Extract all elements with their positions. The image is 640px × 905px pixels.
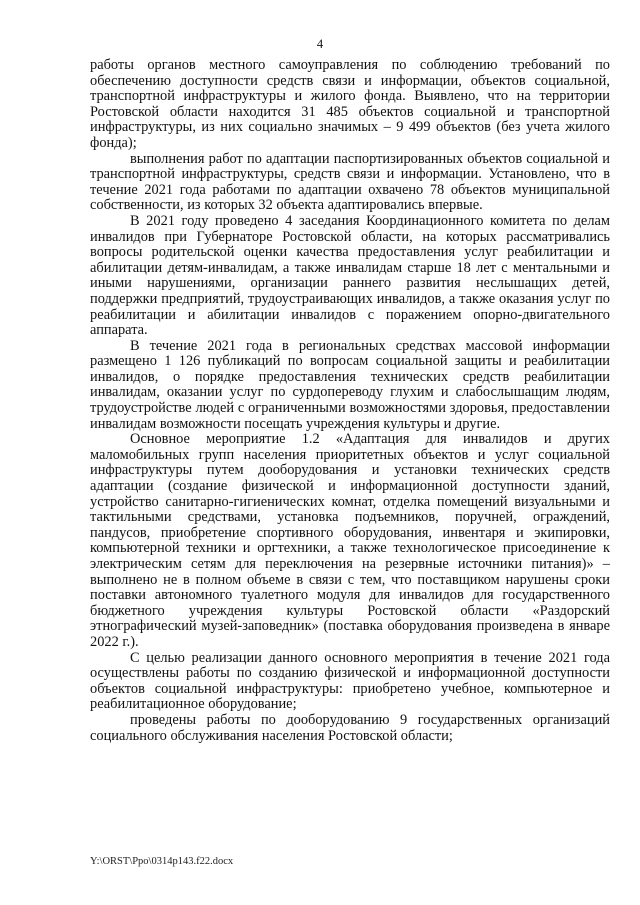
paragraph: С целью реализации данного основного мероприятия в течение 2021 года осуществлены работы по созданию физической и информационной доступности объектов социальной инфраструктуры: приобретено учебное, компьютерное и реабилитационное оборудование; xyxy=(90,649,610,713)
page-number: 4 xyxy=(316,37,324,51)
paragraph: В течение 2021 года в региональных средствах массовой информации размещено 1 126 публикаций по вопросам социальной защиты и реабилитации инвалидов, о порядке предоставления технических средств реабилитации инвалидам, оказании услуг по сурдопереводу глухим и слабослышащим людям, трудоустройстве людей с ограниченными возможностями здоровья, предоставлении инвалидам возможности посещать учреждения культуры и другие. xyxy=(90,337,610,432)
paragraph: выполнения работ по адаптации паспортизированных объектов социальной и транспортной инфраструктуры, средств связи и информации. Установлено, что в течение 2021 года работами по адаптации охвачено 78 объектов муниципальной собственности, из которых 32 объекта адаптировались впервые. xyxy=(90,150,610,214)
paragraph: проведены работы по дооборудованию 9 государственных организаций социального обслуживания населения Ростовской области; xyxy=(90,711,610,744)
paragraph-continued: работы органов местного самоуправления по соблюдению требований по обеспечению доступности средств связи и информации, объектов социальной, транспортной инфраструктуры и жилого фонда. Выявлено, что на территории Ростовской области находится 31 485 объектов социальной и транспортной инфраструктуры, из них социально значимых – 9 499 объектов (без учета жилого фонда); xyxy=(90,57,610,151)
paragraph: В 2021 году проведено 4 заседания Координационного комитета по делам инвалидов при Губернаторе Ростовской области, на которых рассматривались вопросы родительской оценки качества предоставления услуг реабилитации и абилитации детям-инвалидам, а также инвалидам старше 18 лет с ментальными и иными нарушениями, организации раннего развития неслышащих детей, поддержки предприятий, трудоустраивающих инвалидов, а также оказания услуг по реабилитации и абилитации инвалидов с поражением опорно-двигательного аппарата. xyxy=(90,212,610,339)
paragraph: Основное мероприятие 1.2 «Адаптация для инвалидов и других маломобильных групп населения приоритетных объектов и услуг социальной инфраструктуры путем дооборудования и установки технических средств адаптации (создание физической и информационной доступности зданий, устройство санитарно-гигиенических комнат, отделка помещений визуальными и тактильными средствами, установка подъемников, поручней, ограждений, пандусов, приобретение спортивного оборудования, инвентаря и экипировки, компьютерной техники и оргтехники, а также технологическое присоединение к электрическим сетям для переключения на резервные источники питания)» – выполнено не в полном объеме в связи с тем, что поставщиком нарушены сроки поставки автономного туалетного модуля для инвалидов для государственного бюджетного учреждения культуры Ростовской области «Раздорский этнографический музей-заповедник» (поставка оборудования произведена в январе 2022 г.). xyxy=(90,431,610,650)
body-text xyxy=(90,58,610,744)
footer-file-path: Y:\ORST\Ppo\0314p143.f22.docx xyxy=(90,856,234,867)
